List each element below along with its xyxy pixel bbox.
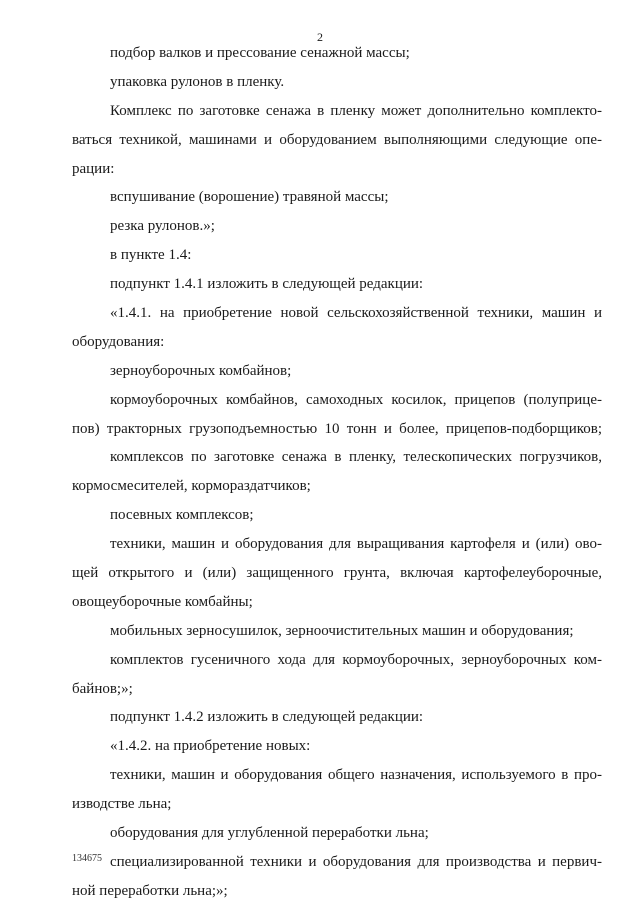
text-line: комплексов по заготовке сенажа в пленку, телескопических погрузчиков, (110, 449, 602, 466)
text-line: изводстве льна; (72, 796, 172, 813)
text-line: оборудования: (72, 333, 165, 350)
text-line: подбор валков и прессование сенажной массы; (110, 45, 410, 61)
text-line: байнов;»; (72, 680, 133, 697)
text-line: специализированной техники и оборудования для производства и первич- (110, 853, 602, 870)
text-line: оборудования для углубленной переработки льна; (110, 825, 429, 842)
text-line: рации: (72, 160, 115, 177)
text-line: зерноуборочных комбайнов; (110, 362, 292, 379)
text-line: в пункте 1.4: (110, 247, 192, 264)
page-number: 2 (317, 30, 323, 44)
document-code: 134675 (72, 853, 102, 864)
text-line: кормосмесителей, кормораздатчиков; (72, 478, 311, 495)
text-line: пов) тракторных грузоподъемностью 10 тонн и более, прицепов-подборщиков; (72, 420, 602, 437)
text-line: щей открытого и (или) защищенного грунта, включая картофелеуборочные, (72, 565, 602, 582)
text-line: овощеуборочные комбайны; (72, 593, 253, 610)
text-line: техники, машин и оборудования общего назначения, используемого в про- (110, 767, 602, 784)
text-line: «1.4.1. на приобретение новой сельскохозяйственной техники, машин и (110, 305, 602, 322)
text-line: подпункт 1.4.2 изложить в следующей редакции: (110, 709, 424, 726)
text-line: Комплекс по заготовке сенажа в пленку может дополнительно комплекто- (110, 102, 602, 119)
text-line: техники, машин и оборудования для выращивания картофеля и (или) ово- (110, 536, 602, 553)
text-line: подпункт 1.4.1 изложить в следующей редакции: (110, 276, 424, 293)
document-body (72, 39, 602, 906)
text-line: посевных комплексов; (110, 507, 254, 524)
text-line: ваться техникой, машинами и оборудованием выполняющими следующие опе- (72, 131, 602, 148)
text-line: ной переработки льна;»; (72, 882, 228, 899)
text-line: упаковка рулонов в пленку. (110, 73, 285, 90)
text-line: «1.4.2. на приобретение новых: (110, 738, 311, 755)
text-line: резка рулонов.»; (110, 218, 215, 235)
text-line: комплектов гусеничного хода для кормоуборочных, зерноуборочных ком- (110, 651, 602, 668)
text-line: кормоуборочных комбайнов, самоходных косилок, прицепов (полуприце- (110, 391, 602, 408)
text-line: вспушивание (ворошение) травяной массы; (110, 189, 389, 206)
text-line: мобильных зерносушилок, зерноочистительных машин и оборудования; (110, 622, 574, 639)
